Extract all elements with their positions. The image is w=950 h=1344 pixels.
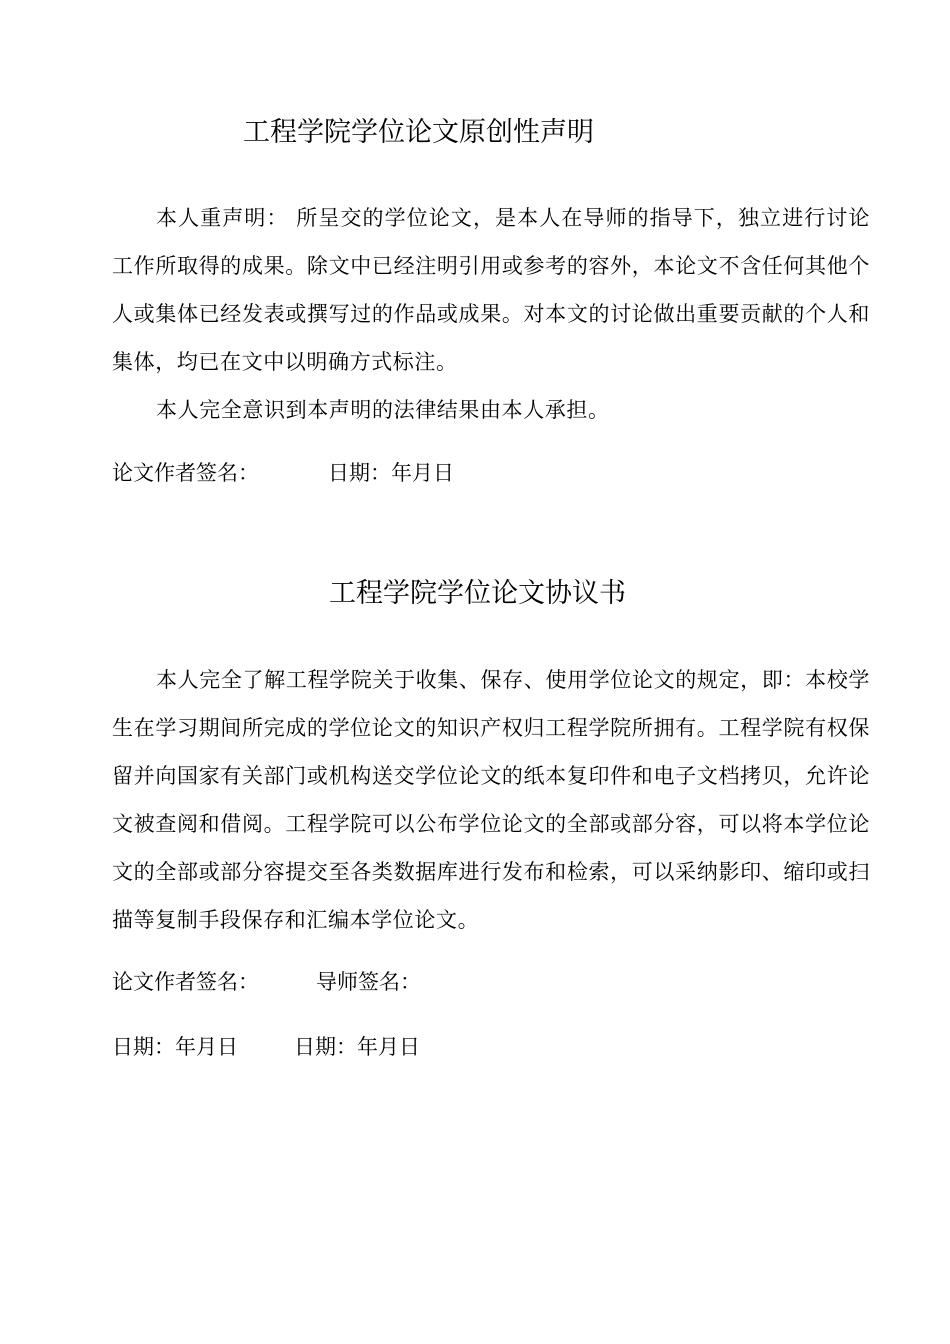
agreement-body [112, 656, 870, 944]
declaration-body [112, 194, 870, 386]
agreement-advisor-date-label: 日期：年月日 [294, 1035, 420, 1059]
agreement-paragraph-1: 本人完全了解工程学院关于收集、保存、使用学位论文的规定，即：本校学生在学习期间所完成的学位论文的知识产权归工程学院所拥有。工程学院有权保留并向国家有关部门或机构送交学位论文的纸本复印件和电子文档拷贝，允许论文被查阅和借阅。工程学院可以公布学位论文的全部或部分容，可以将本学位论文的全部或部分容提交至各类数据库进行发布和检索，可以采纳影印、缩印或扫描等复制手段保存和汇编本学位论文。 [112, 668, 870, 932]
declaration-title: 工程学院学位论文原创性声明 [243, 117, 594, 148]
agreement-advisor-signature-label: 导师签名： [316, 970, 421, 994]
declaration-date-label: 日期：年月日 [328, 461, 454, 485]
agreement-title: 工程学院学位论文协议书 [329, 578, 626, 609]
declaration-responsibility [112, 386, 870, 434]
declaration-author-signature-label: 论文作者签名： [112, 461, 259, 485]
declaration-paragraph-2: 本人完全意识到本声明的法律结果由本人承担。 [156, 398, 610, 422]
agreement-author-date-label: 日期：年月日 [112, 1035, 238, 1059]
agreement-author-signature-label: 论文作者签名： [112, 970, 259, 994]
declaration-paragraph-1: 本人重声明： 所呈交的学位论文，是本人在导师的指导下，独立进行讨论工作所取得的成果。除文中已经注明引用或参考的容外，本论文不含任何其他个人或集体已经发表或撰写过的作品或成果。对本文的讨论做出重要贡献的个人和集体，均已在文中以明确方式标注。 [112, 206, 870, 374]
